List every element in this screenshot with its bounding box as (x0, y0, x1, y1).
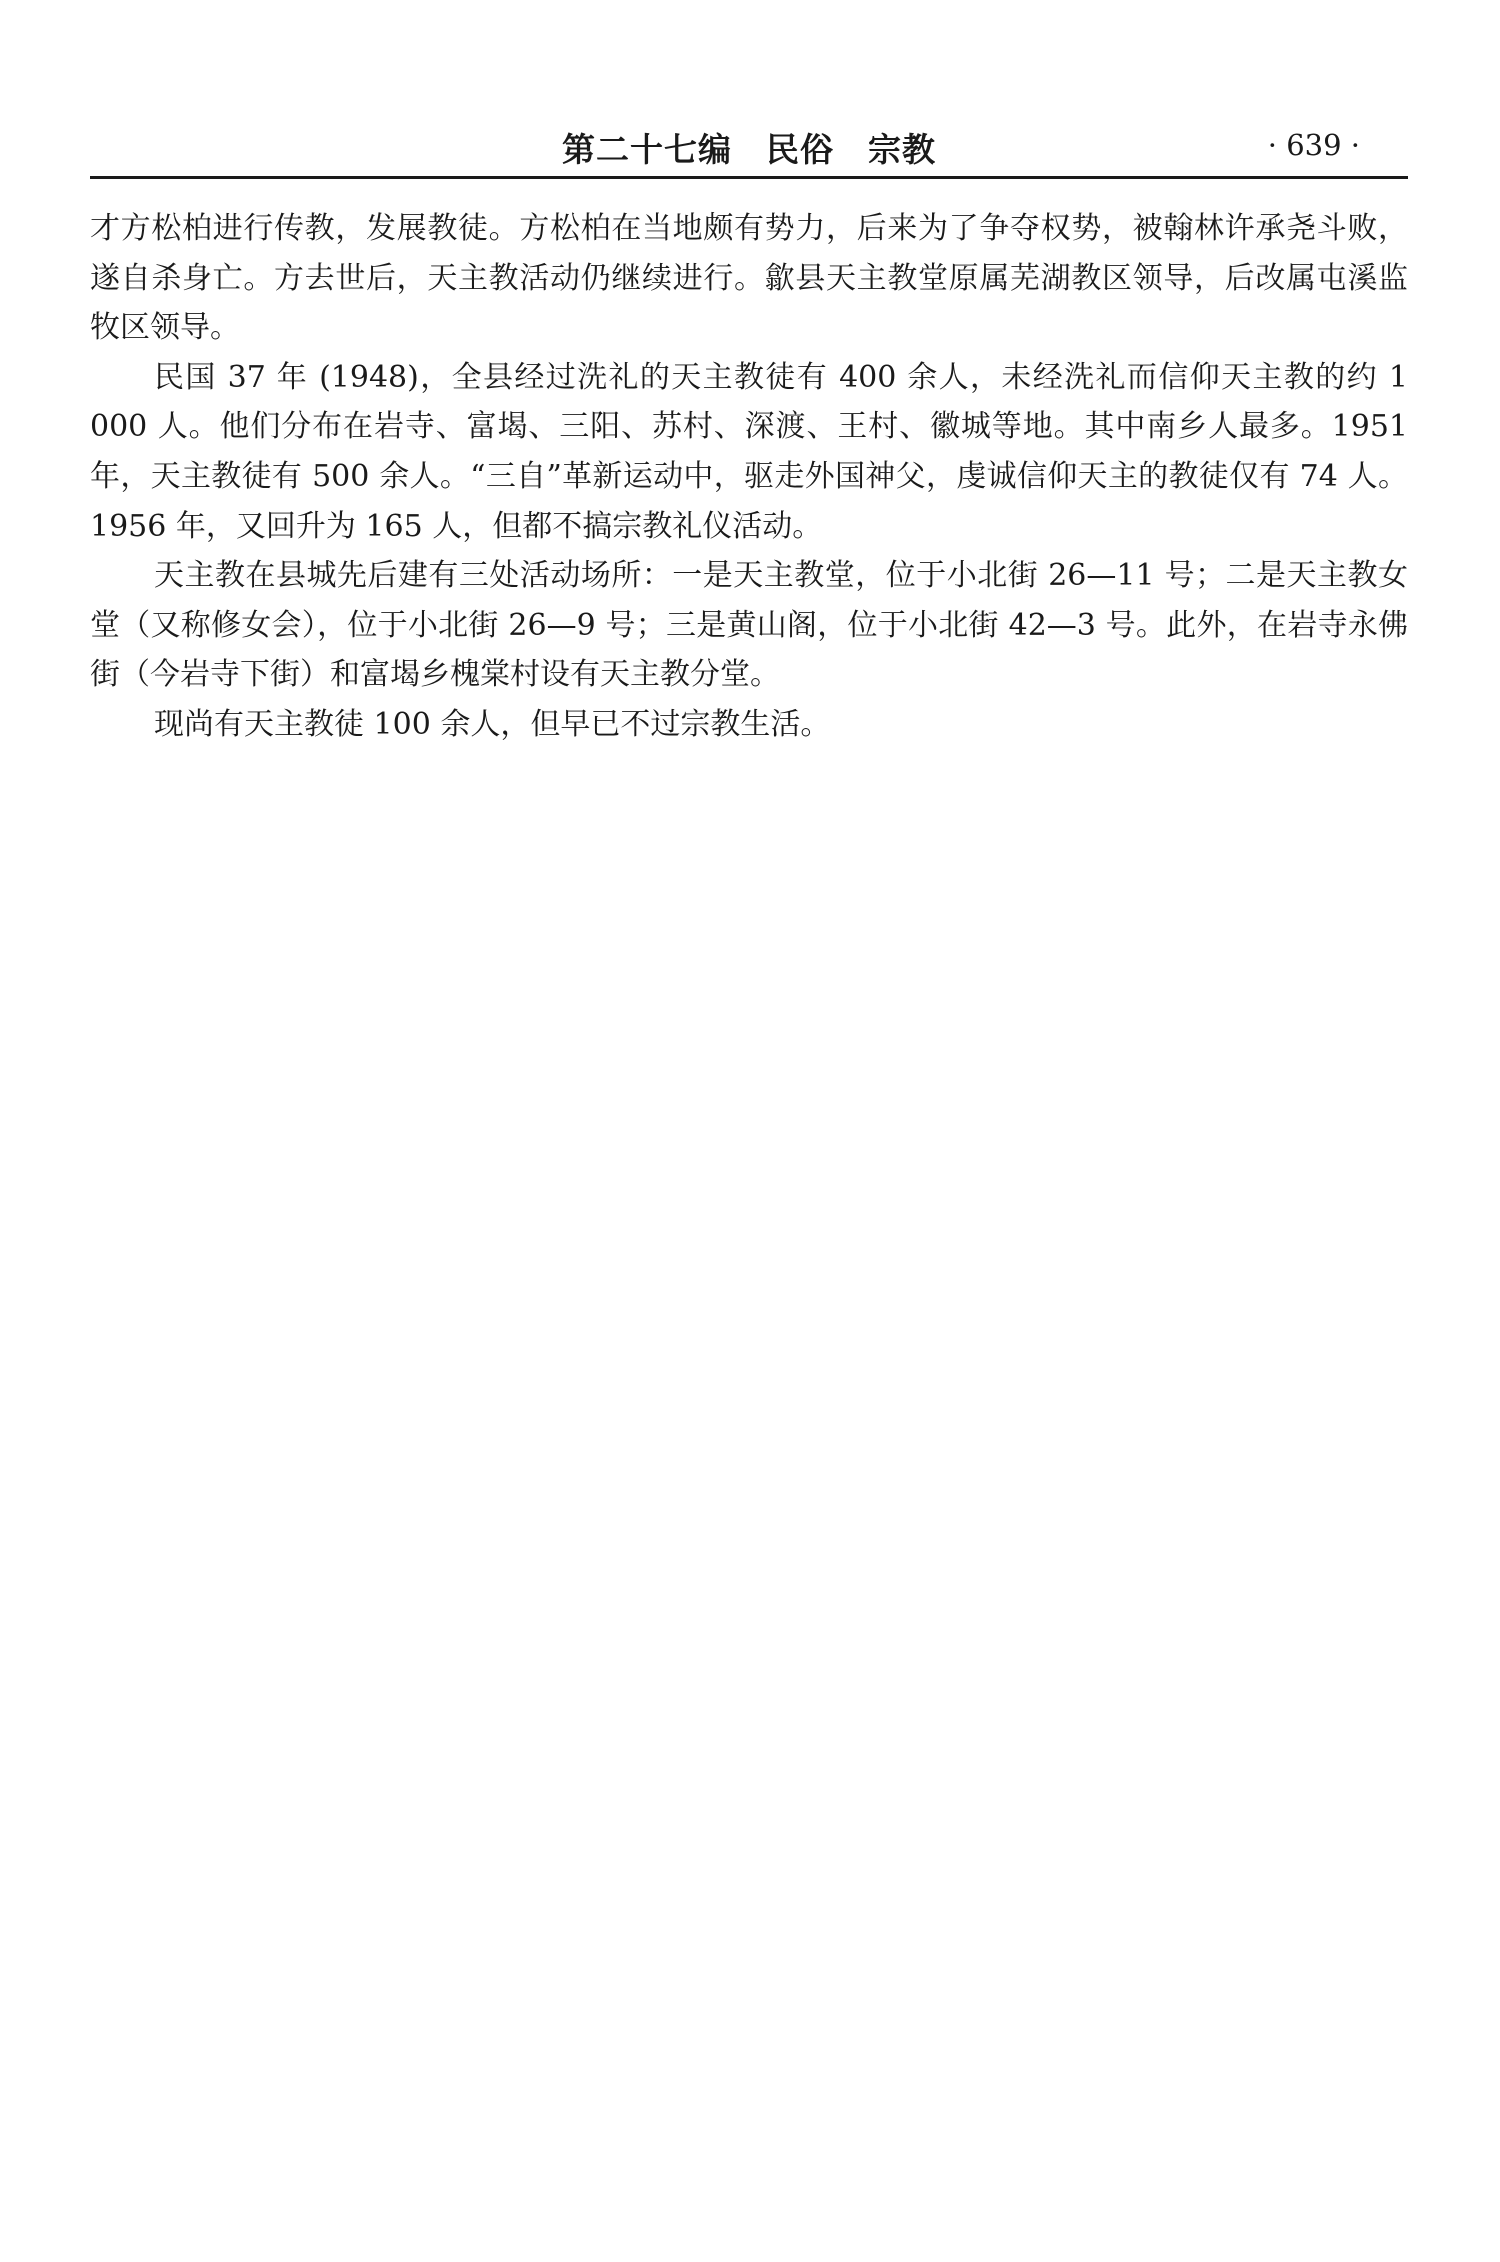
paragraph: 民国 37 年 (1948)，全县经过洗礼的天主教徒有 400 余人，未经洗礼而信仰天主教的约 1 000 人。他们分布在岩寺、富堨、三阳、苏村、深渡、王村、徽城等地。其中南乡人最多。1951 年，天主教徒有 500 余人。“三自”革新运动中，驱走外国神父，虔诚信仰天主的教徒仅有 74 人。1956 年，又回升为 165 人，但都不搞宗教礼仪活动。 (90, 359, 1408, 544)
body-text (90, 204, 1408, 750)
paragraph-continued: 才方松柏进行传教，发展教徒。方松柏在当地颇有势力，后来为了争夺权势，被翰林许承尧斗败，遂自杀身亡。方去世后，天主教活动仍继续进行。歙县天主教堂原属芜湖教区领导，后改属屯溪监牧区领导。 (90, 211, 1408, 346)
paragraph: 天主教在县城先后建有三处活动场所：一是天主教堂，位于小北街 26—11 号；二是天主教女堂（又称修女会），位于小北街 26—9 号；三是黄山阁，位于小北街 42—3 号。此外，在岩寺永佛街（今岩寺下街）和富堨乡槐棠村设有天主教分堂。 (90, 558, 1408, 693)
page-header (90, 118, 1408, 179)
paragraph: 现尚有天主教徒 100 余人，但早已不过宗教生活。 (154, 706, 831, 742)
chapter-title: 第二十七编 民俗 宗教 (562, 130, 936, 169)
page-number: · 639 · (1267, 128, 1360, 162)
